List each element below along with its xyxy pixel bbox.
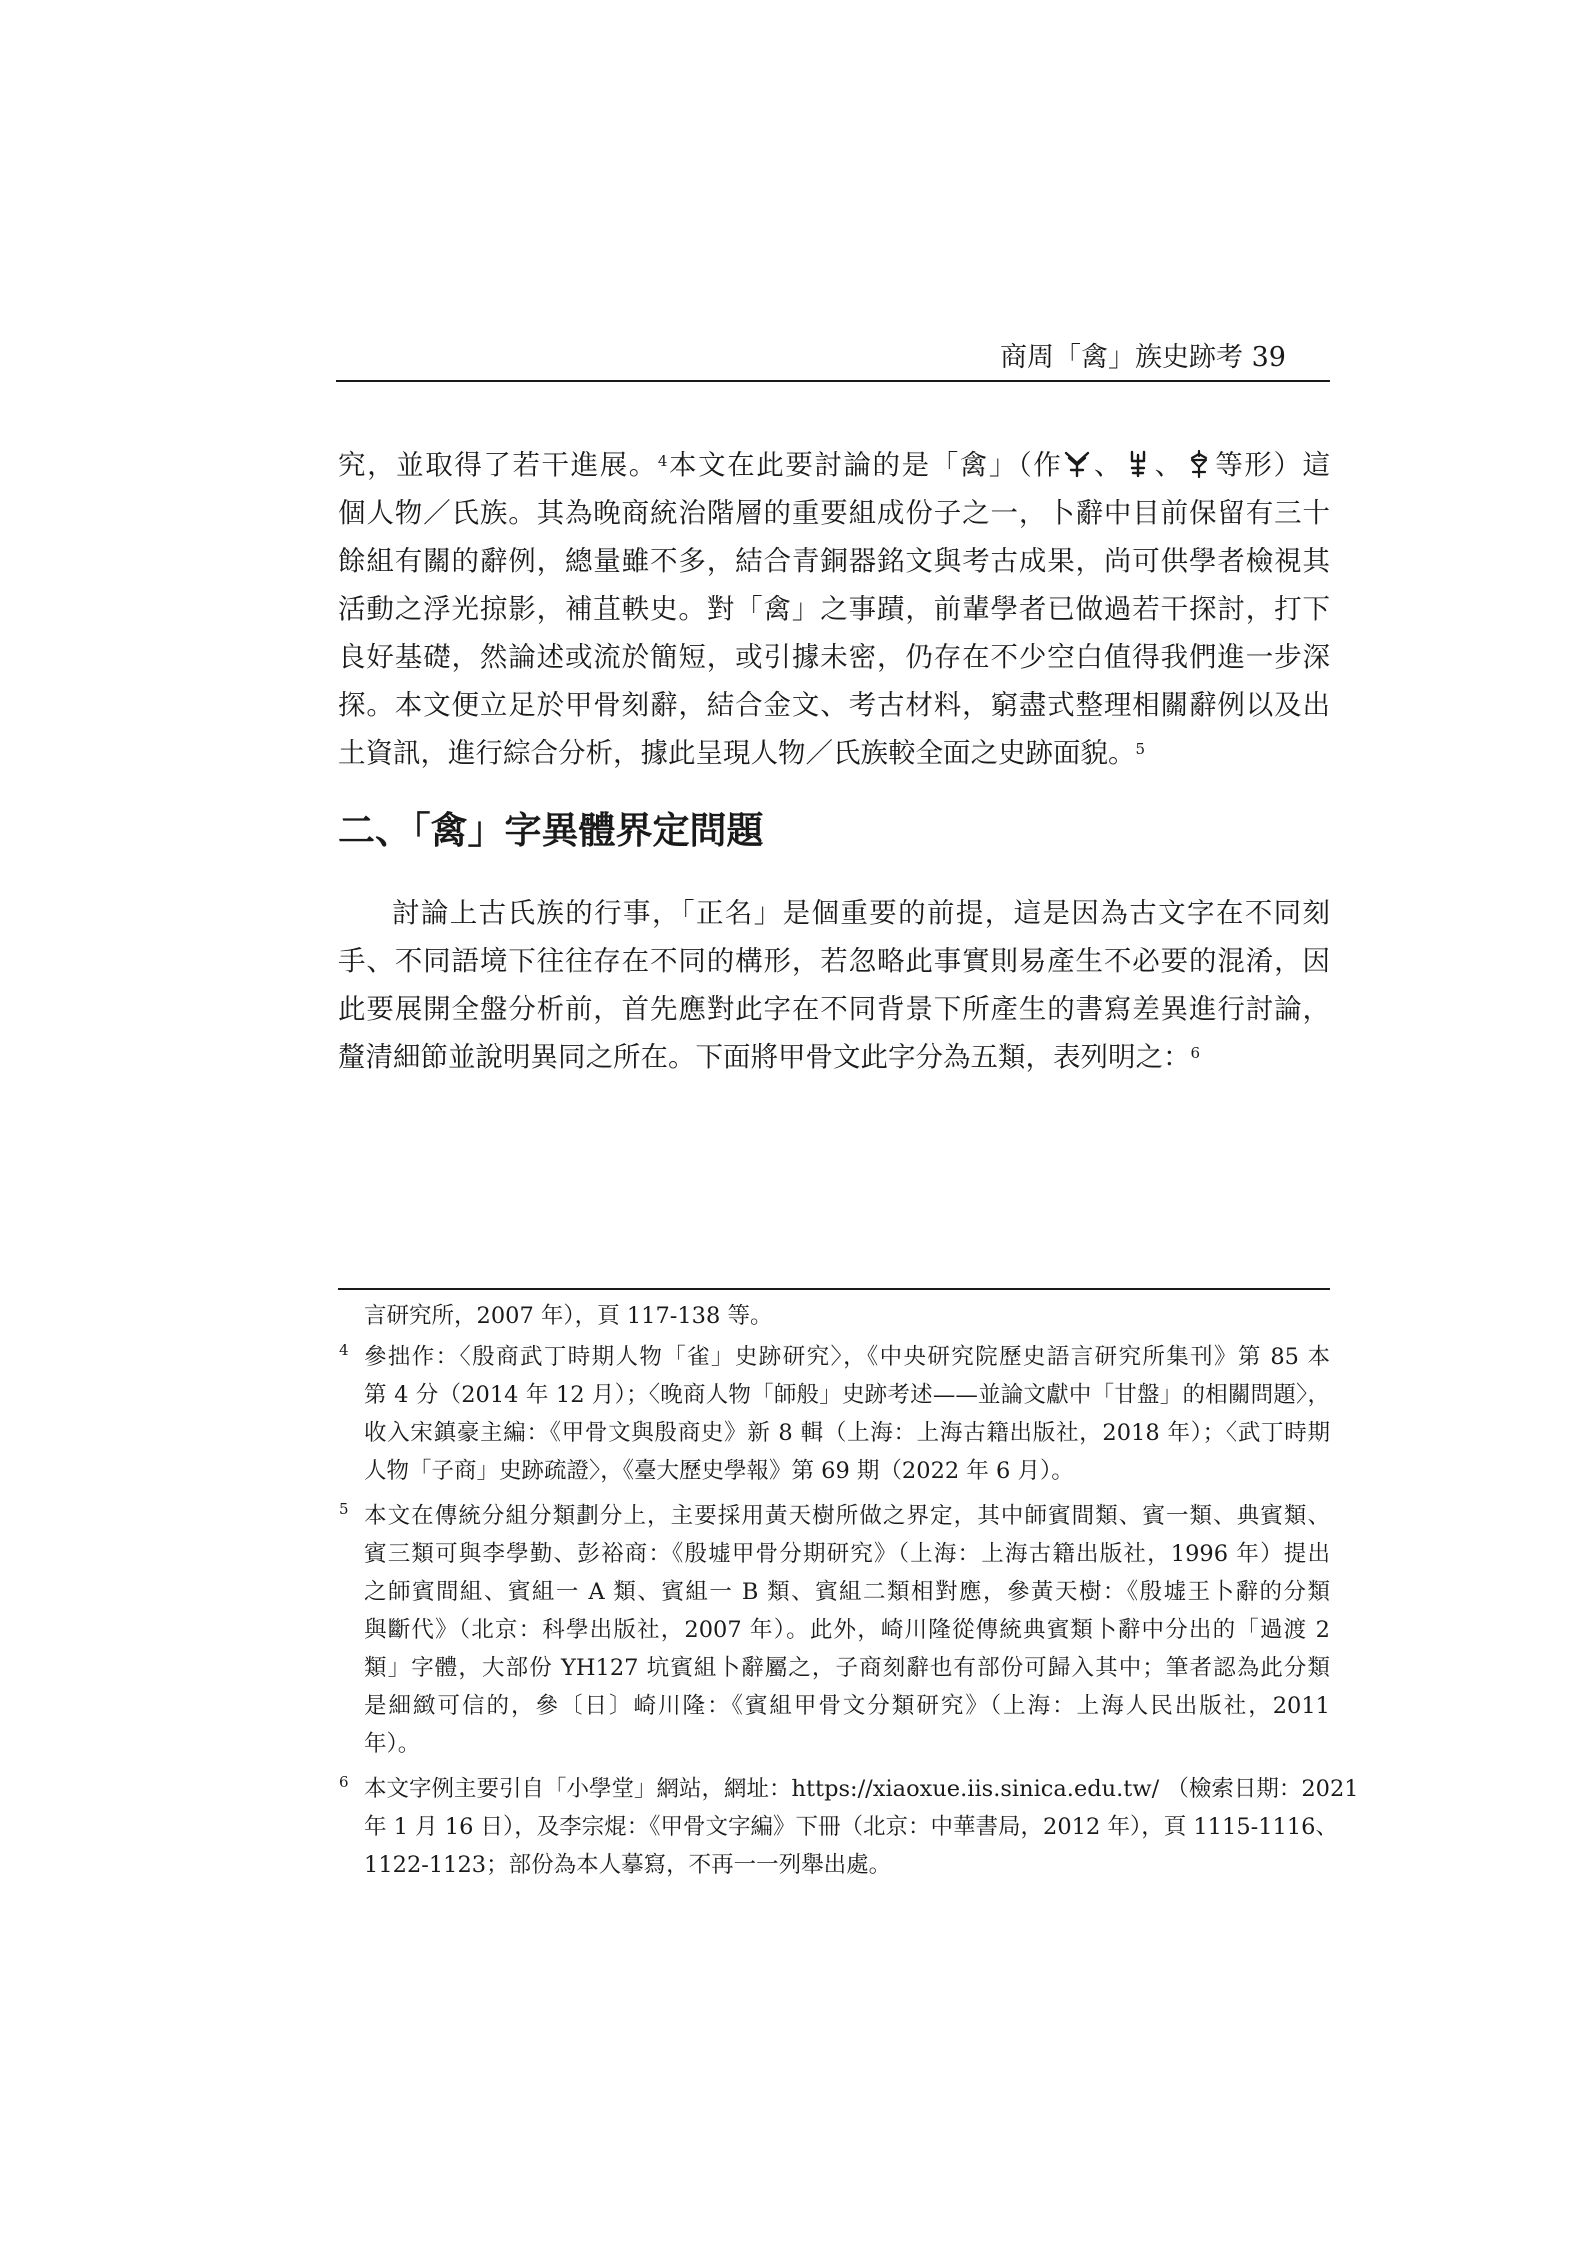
header-rule <box>336 380 1330 382</box>
footnote-6-line-3: 1122-1123；部份為本人摹寫，不再一一列舉出處。 <box>364 1852 892 1878</box>
enumeration-comma: 、 <box>1153 449 1184 481</box>
oracle-glyph-1-icon <box>1062 449 1092 479</box>
footnote-5-line-2: 賓三類可與李學勤、彭裕商：《殷墟甲骨分期研究》（上海：上海古籍出版社，1996 年）提出 <box>364 1541 1330 1567</box>
footnote-5-line-5: 類」字體，大部份 YH127 坑賓組卜辭屬之，子商刻辭也有部份可歸入其中；筆者認為此分類 <box>364 1655 1330 1681</box>
footnote-5-line-6: 是細緻可信的，參〔日〕崎川隆：《賓組甲骨文分類研究》（上海：上海人民出版社，2011 <box>364 1693 1330 1719</box>
footnote-6-text: 本文字例主要引自「小學堂」網站，網址：https://xiaoxue.iis.sinica.edu.tw/ （檢索日期：2021 <box>364 1776 1359 1802</box>
footnote-6-line-1 <box>364 1771 1359 1807</box>
enumeration-comma: 、 <box>1092 449 1124 481</box>
footnote-4-line-1: 參拙作：〈殷商武丁時期人物「雀」史跡研究〉，《中央研究院歷史語言研究所集刊》第 85 本 <box>364 1344 1330 1370</box>
body-paragraph-2-line-1: 討論上古氏族的行事，「正名」是個重要的前提，這是因為古文字在不同刻 <box>392 897 1330 929</box>
body-paragraph-1-line-6: 探。本文便立足於甲骨刻辭，結合金文、考古材料，窮盡式整理相關辭例以及出 <box>338 689 1330 721</box>
footnote-5-line-7: 年）。 <box>364 1731 421 1757</box>
footnote-5-marker: 5 <box>339 1500 349 1518</box>
footnote-5-line-3: 之師賓間組、賓組一 A 類、賓組一 B 類、賓組二類相對應，參黃天樹：《殷墟王卜辭的分類 <box>364 1579 1330 1605</box>
body-text: 本文在此要討論的是「禽」（作 <box>667 449 1063 481</box>
body-paragraph-2-line-4 <box>338 1036 1330 1078</box>
body-text: 土資訊，進行綜合分析，據此呈現人物／氏族較全面之史跡面貌。 <box>338 737 1136 769</box>
body-paragraph-1-line-4: 活動之浮光掠影，補苴軼史。對「禽」之事蹟，前輩學者已做過若干探討，打下 <box>338 593 1330 625</box>
body-paragraph-1-line-2: 個人物／氏族。其為晚商統治階層的重要組成份子之一，卜辭中目前保留有三十 <box>338 497 1330 529</box>
section-heading: 二、「禽」字異體界定問題 <box>338 808 764 852</box>
footnote-ref-5[interactable]: 5 <box>1135 740 1146 758</box>
footnote-4-line-4: 人物「子商」史跡疏證〉，《臺大歷史學報》第 69 期（2022 年 6 月）。 <box>364 1458 1074 1484</box>
footnote-4-line-3: 收入宋鎮豪主編：《甲骨文與殷商史》新 8 輯（上海：上海古籍出版社，2018 年）；〈武丁時期 <box>364 1420 1330 1446</box>
body-text: 究，並取得了若干進展。 <box>338 449 658 481</box>
footnote-ref-4[interactable]: 4 <box>657 452 668 470</box>
body-paragraph-2-line-3: 此要展開全盤分析前，首先應對此字在不同背景下所產生的書寫差異進行討論， <box>338 993 1330 1025</box>
footnote-ref-6[interactable]: 6 <box>1190 1044 1201 1062</box>
footnote-5-line-4: 與斷代》（北京：科學出版社，2007 年）。此外，崎川隆從傳統典賓類卜辭中分出的「過渡 2 <box>364 1617 1330 1643</box>
running-header-title: 商周「禽」族史跡考 39 <box>1000 342 1286 373</box>
footnote-4-line-2: 第 4 分（2014 年 12 月）；〈晚商人物「師般」史跡考述——並論文獻中「甘盤」的相關問題〉， <box>364 1382 1330 1408</box>
footnote-6-marker: 6 <box>339 1773 349 1791</box>
body-paragraph-2-line-2: 手、不同語境下往往存在不同的構形，若忽略此事實則易產生不必要的混淆，因 <box>338 945 1330 977</box>
body-text: 等形）這 <box>1213 449 1331 481</box>
footnote-5-line-1: 本文在傳統分組分類劃分上，主要採用黃天樹所做之界定，其中師賓間類、賓一類、典賓類、 <box>364 1503 1330 1529</box>
body-paragraph-1-line-7 <box>338 732 1330 774</box>
footnote-4-marker: 4 <box>339 1341 349 1359</box>
footnote-continuation: 言研究所，2007 年），頁 117-138 等。 <box>364 1303 773 1329</box>
oracle-glyph-2-icon <box>1123 449 1153 479</box>
footnote-rule <box>338 1288 1330 1290</box>
body-text: 釐清細節並說明異同之所在。下面將甲骨文此字分為五類，表列明之： <box>338 1041 1191 1073</box>
body-paragraph-1-line-3: 餘組有關的辭例，總量雖不多，結合青銅器銘文與考古成果，尚可供學者檢視其 <box>338 545 1330 577</box>
footnote-6-line-2: 年 1 月 16 日），及李宗焜：《甲骨文字編》下冊（北京：中華書局，2012 年），頁 1115-1116、 <box>364 1814 1338 1840</box>
body-paragraph-1-line-5: 良好基礎，然論述或流於簡短，或引據未密，仍存在不少空白值得我們進一步深 <box>338 641 1330 673</box>
body-paragraph-1-line-1 <box>338 444 1330 486</box>
oracle-glyph-3-icon <box>1184 449 1214 479</box>
